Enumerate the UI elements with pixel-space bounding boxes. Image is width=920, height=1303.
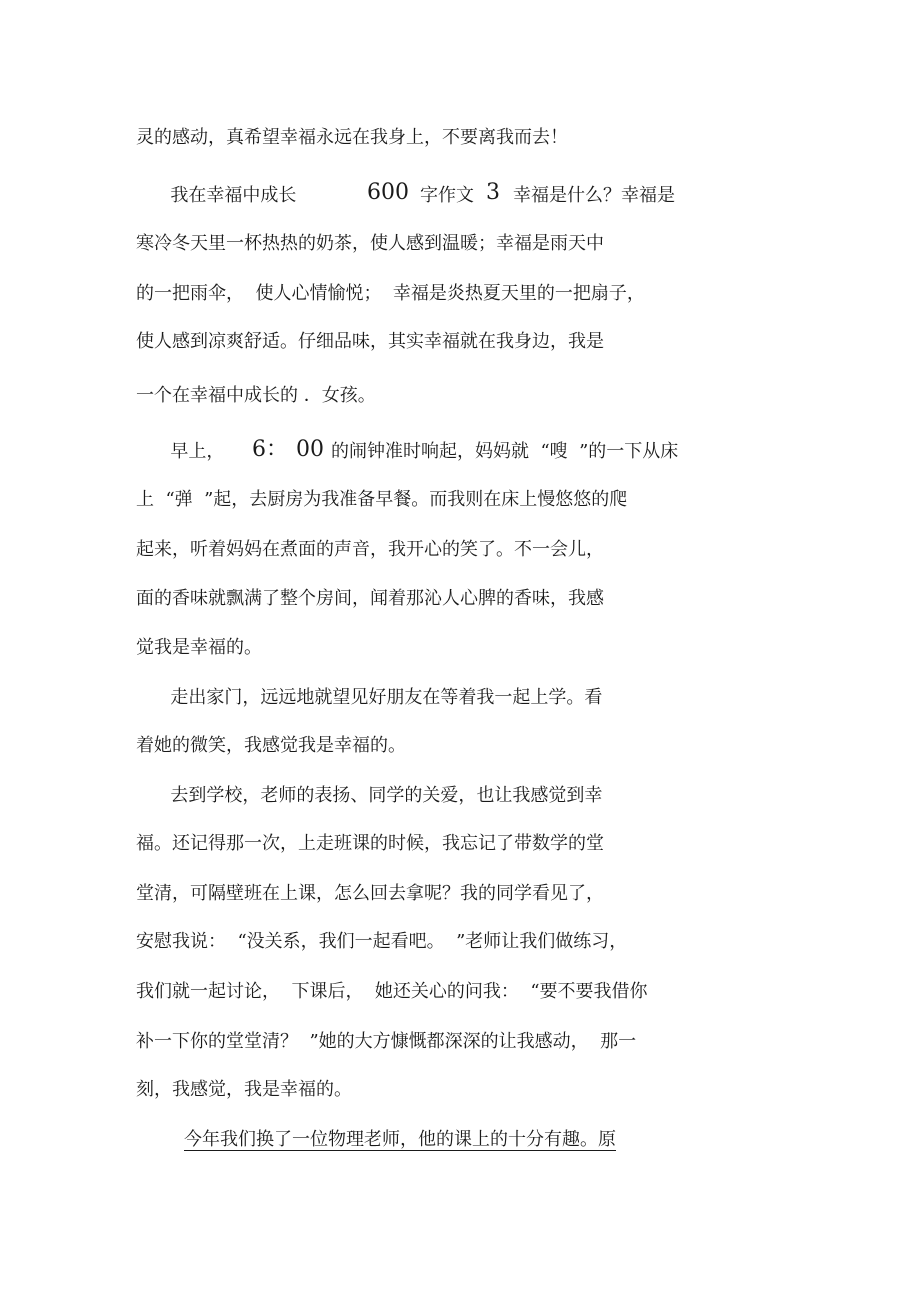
text-line-14: 去到学校，老师的表扬、同学的关爱，也让我感觉到幸	[136, 785, 603, 806]
text-line-18: 我们就一起讨论， 下课后， 她还关心的问我： “要不要我借你	[136, 981, 648, 1002]
text-line-5: 使人感到凉爽舒适。仔细品味，其实幸福就在我身边，我是	[136, 331, 604, 352]
text-line-21: 今年我们换了一位物理老师，他的课上的十分有趣。原	[184, 1129, 616, 1150]
text-line-9: 起来，听着妈妈在煮面的声音，我开心的笑了。不一会儿，	[136, 539, 604, 560]
text-line-6: 一个在幸福中成长的 ．女孩。	[136, 385, 376, 406]
text-line-17: 安慰我说： “没关系，我们一起看吧。 ”老师让我们做练习，	[136, 931, 628, 952]
text-line-10: 面的香味就飘满了整个房间，闻着那沁人心脾的香味，我感	[136, 588, 604, 609]
text-line-2-number-3: 3	[486, 180, 500, 205]
text-line-7b: 的闹钟准时响起，妈妈就 “嗖 ”的一下从床	[331, 441, 679, 462]
text-line-2b: 字作文	[420, 185, 474, 206]
text-line-12: 走出家门，远远地就望见好朋友在等着我一起上学。看	[136, 687, 603, 708]
text-line-7-time-hour: 6：	[252, 437, 288, 462]
text-line-19: 补一下你的堂堂清？ ”她的大方慷慨都深深的让我感动， 那一	[136, 1031, 637, 1052]
text-line-4: 的一把雨伞， 使人心情愉悦； 幸福是炎热夏天里的一把扇子，	[136, 283, 645, 304]
text-line-20: 刻，我感觉，我是幸福的。	[136, 1079, 352, 1100]
text-line-2-number-600: 600	[367, 180, 409, 205]
text-line-13: 着她的微笑，我感觉我是幸福的。	[136, 735, 406, 756]
text-line-7-time-minute: 00	[296, 437, 324, 462]
text-line-1: 灵的感动，真希望幸福永远在我身上，不要离我而去！	[136, 127, 568, 148]
text-line-8: 上 “弹 ”起，去厨房为我准备早餐。而我则在床上慢悠悠的爬	[136, 489, 628, 510]
text-line-16: 堂清，可隔壁班在上课，怎么回去拿呢？我的同学看见了，	[136, 883, 604, 904]
text-line-3: 寒冷冬天里一杯热热的奶茶，使人感到温暖；幸福是雨天中	[136, 233, 604, 254]
text-line-15: 福。还记得那一次，上走班课的时候，我忘记了带数学的堂	[136, 833, 604, 854]
text-line-2c: 幸福是什么？幸福是	[513, 185, 675, 206]
text-line-2a: 我在幸福中成长	[136, 185, 297, 206]
text-line-11: 觉我是幸福的。	[136, 637, 262, 658]
text-line-7a: 早上，	[136, 441, 225, 462]
